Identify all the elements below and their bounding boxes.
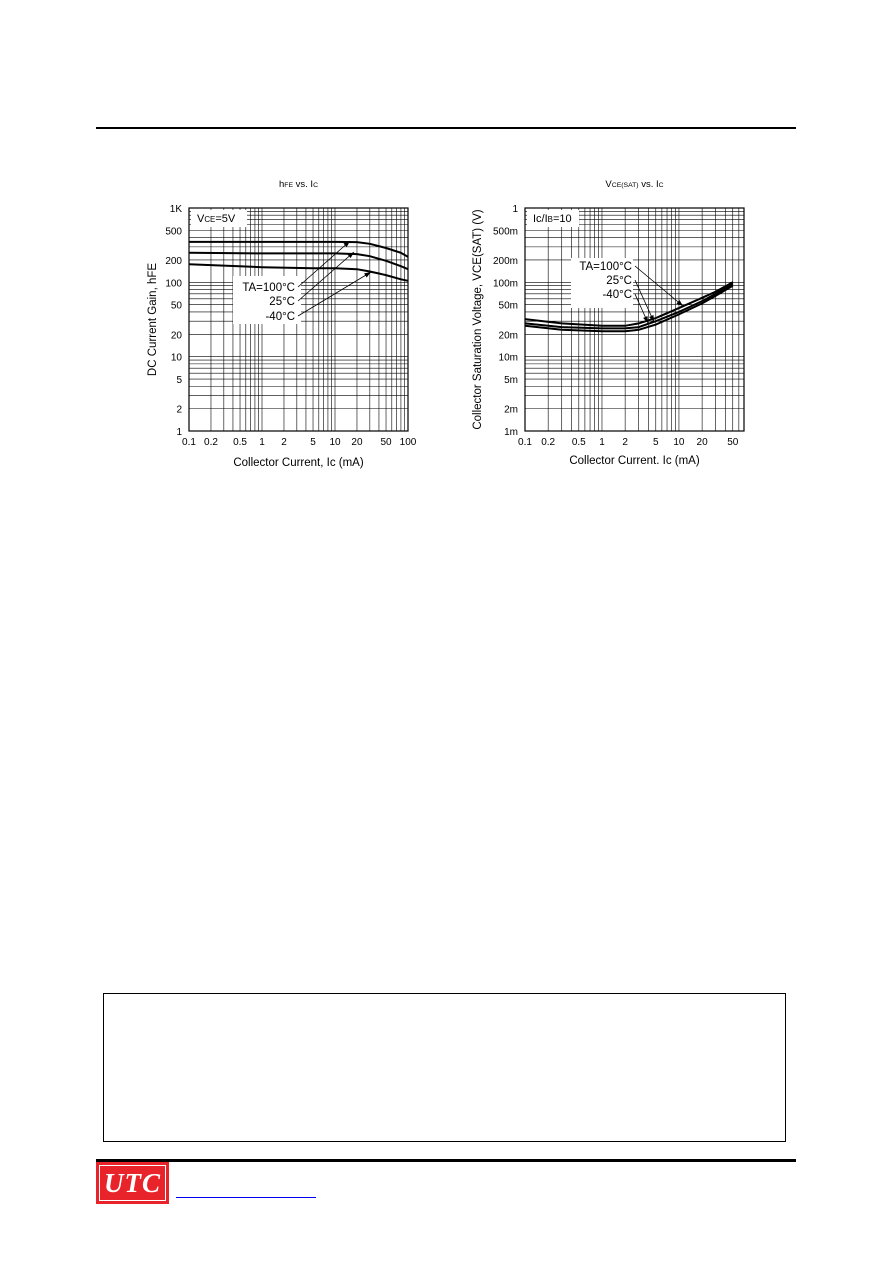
- y-tick-label: 100m: [492, 278, 518, 290]
- logo-text: UTC: [104, 1167, 161, 1198]
- x-tick-label: 0.1: [518, 437, 532, 448]
- y-tick-label: 2: [176, 404, 182, 416]
- chart-1: [147, 179, 417, 469]
- y-tick-label: 5m: [504, 375, 518, 387]
- legend-label-1: TA=100°C: [579, 261, 632, 273]
- legend-label-1: TA=100°C: [242, 282, 295, 294]
- x-tick-label: 50: [727, 437, 739, 448]
- y-tick-label: 100: [165, 278, 182, 290]
- website-link[interactable]: [176, 1196, 316, 1198]
- x-tick-label: 100: [399, 437, 417, 448]
- legend-label-3: -40°C: [602, 289, 632, 301]
- x-tick-label: 2: [622, 437, 628, 448]
- plot-frame: [525, 208, 744, 431]
- y-axis-label: Collector Saturation Voltage, VCE(SAT) (V): [472, 209, 484, 430]
- series-line-2: [189, 253, 408, 269]
- test-condition: Ic/IB=10: [533, 213, 572, 225]
- y-tick-label: 1: [176, 427, 182, 438]
- y-tick-label: 1K: [169, 204, 182, 215]
- legend-label-2: 25°C: [606, 275, 632, 287]
- x-tick-label: 5: [310, 437, 316, 448]
- utc-logo: [96, 1162, 169, 1204]
- chart-title: VCE(SAT) vs. IC: [605, 179, 664, 190]
- y-tick-label: 2m: [504, 404, 518, 416]
- legend-label-3: -40°C: [265, 311, 295, 323]
- x-tick-label: 50: [380, 437, 392, 448]
- legend-label-2: 25°C: [269, 296, 295, 308]
- grid-lines: [525, 208, 744, 431]
- y-tick-label: 500m: [492, 226, 518, 238]
- x-tick-label: 10: [329, 437, 341, 448]
- footer-rule: [96, 1159, 796, 1162]
- chart-2: [472, 179, 744, 467]
- logo-frame: [99, 1165, 166, 1201]
- x-tick-label: 1: [259, 437, 265, 448]
- y-tick-label: 200: [165, 255, 182, 267]
- y-tick-label: 50: [170, 300, 182, 312]
- x-tick-label: 1: [599, 437, 605, 448]
- y-tick-label: 10m: [498, 352, 518, 364]
- y-tick-label: 500: [165, 226, 182, 238]
- x-tick-label: 2: [281, 437, 287, 448]
- test-condition: VCE=5V: [197, 213, 236, 225]
- x-tick-label: 0.2: [204, 437, 218, 448]
- x-tick-label: 20: [351, 437, 363, 448]
- x-axis-label: Collector Current. Ic (mA): [569, 455, 700, 467]
- y-tick-label: 1: [512, 204, 518, 215]
- x-tick-label: 20: [696, 437, 708, 448]
- x-tick-label: 0.2: [541, 437, 556, 448]
- y-tick-label: 10: [170, 352, 182, 364]
- y-tick-label: 20: [170, 330, 182, 342]
- x-axis-label: Collector Current, Ic (mA): [233, 457, 364, 469]
- y-tick-label: 50m: [498, 300, 518, 312]
- x-tick-label: 5: [652, 437, 659, 448]
- y-tick-label: 200m: [492, 255, 518, 267]
- x-tick-label: 0.5: [571, 437, 586, 448]
- x-tick-label: 0.5: [233, 437, 247, 448]
- chart-title: hFE vs. IC: [278, 179, 319, 190]
- y-axis-label: DC Current Gain, hFE: [147, 262, 159, 377]
- notice-box: [103, 993, 786, 1142]
- y-tick-label: 1m: [504, 427, 518, 438]
- series-line-1: [189, 242, 408, 257]
- x-tick-label: 0.1: [182, 437, 196, 448]
- y-tick-label: 20m: [498, 330, 518, 342]
- y-tick-label: 5: [176, 375, 182, 387]
- x-tick-label: 10: [673, 437, 685, 448]
- characteristics-charts: [0, 0, 892, 600]
